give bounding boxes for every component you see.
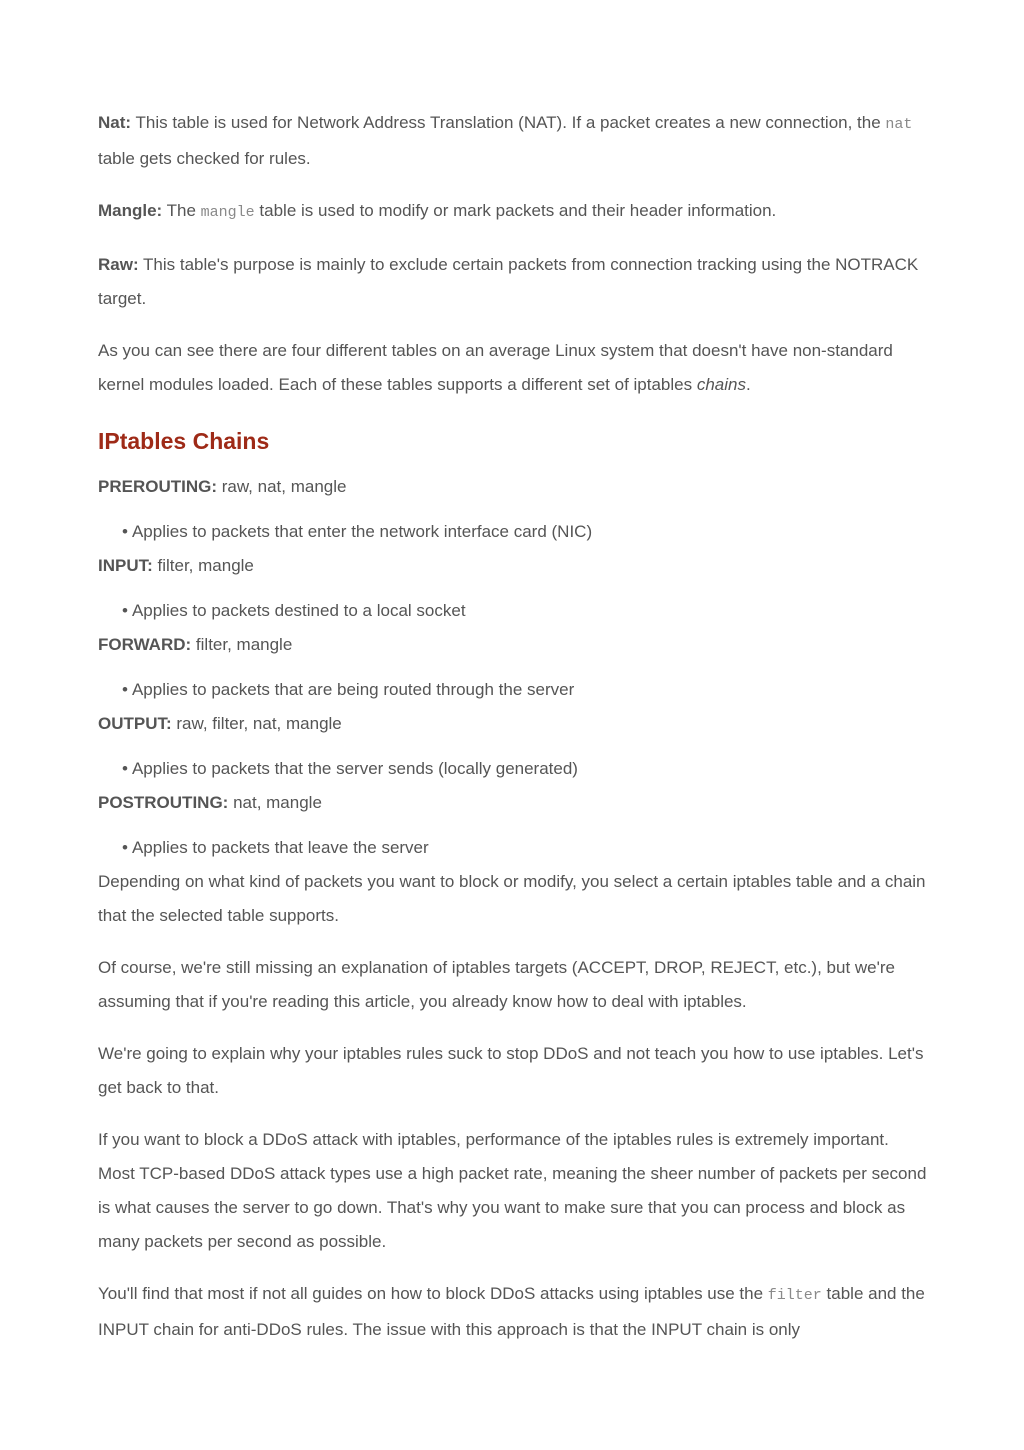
bullet-icon: •	[122, 759, 128, 778]
chain-name: OUTPUT:	[98, 714, 172, 733]
nat-text-1: This table is used for Network Address Translation (NAT). If a packet creates a new connection, the	[131, 113, 886, 132]
chain-tables: raw, nat, mangle	[217, 477, 347, 496]
chain-tables: filter, mangle	[191, 635, 293, 654]
chain-postrouting	[98, 786, 928, 820]
chain-prerouting	[98, 470, 928, 504]
chain-tables: nat, mangle	[228, 793, 322, 812]
paragraph-depending: Depending on what kind of packets you want to block or modify, you select a certain iptables table and a chain that the selected table supports.	[98, 872, 926, 925]
raw-text-1: This table's purpose is mainly to exclude certain packets from connection tracking using the NOTRACK target.	[98, 255, 919, 308]
bullet-icon: •	[122, 601, 128, 620]
bullet-text: Applies to packets that leave the server	[131, 838, 429, 857]
chain-name: FORWARD:	[98, 635, 192, 654]
bullet-text: Applies to packets that the server sends (locally generated)	[131, 759, 578, 778]
paragraph-filter-table	[98, 1277, 928, 1347]
bullet-text: Applies to packets destined to a local socket	[131, 601, 466, 620]
bullet-icon: •	[122, 680, 128, 699]
paragraph-nat	[98, 106, 928, 176]
filter-text-2: table and the INPUT chain for anti-DDoS rules. The issue with this approach is that the INPUT chain is only	[98, 1284, 925, 1339]
four-tables-text-2: .	[745, 375, 751, 394]
paragraph-four-tables	[98, 334, 928, 402]
mangle-code: mangle	[200, 204, 255, 221]
chain-tables: raw, filter, nat, mangle	[171, 714, 342, 733]
four-tables-text-1: As you can see there are four different tables on an average Linux system that doesn't have non-standard kernel modules loaded. Each of these tables supports a different set of iptables	[98, 341, 893, 394]
chain-output	[98, 707, 928, 741]
chain-name: PREROUTING:	[98, 477, 217, 496]
chain-name: INPUT:	[98, 556, 153, 575]
filter-text-1: You'll find that most if not all guides on how to block DDoS attacks using iptables use the	[98, 1284, 768, 1303]
document-page	[98, 106, 928, 1365]
paragraph-raw	[98, 248, 928, 316]
mangle-label: Mangle:	[98, 201, 163, 220]
mangle-text-1: The	[162, 201, 201, 220]
nat-label: Nat:	[98, 113, 132, 132]
chains-list	[98, 470, 928, 865]
chain-forward	[98, 628, 928, 662]
filter-code: filter	[767, 1287, 822, 1304]
bullet-icon: •	[122, 838, 128, 857]
section-heading: IPtables Chains	[98, 428, 270, 454]
raw-label: Raw:	[98, 255, 139, 274]
chain-tables: filter, mangle	[152, 556, 254, 575]
nat-code: nat	[885, 116, 913, 133]
chain-bullet	[122, 752, 928, 786]
chain-bullet	[122, 594, 928, 628]
nat-text-2: table gets checked for rules.	[98, 149, 311, 168]
chain-bullet	[122, 515, 928, 549]
bullet-text: Applies to packets that are being routed through the server	[131, 680, 575, 699]
paragraph-performance: If you want to block a DDoS attack with iptables, performance of the iptables rules is extremely important. Most TCP-based DDoS attack types use a high packet rate, meaning the sheer number of packets per second is what causes the server to go down. That's why you want to make sure that you can process and block as many packets per second as possible.	[98, 1130, 927, 1251]
chain-input	[98, 549, 928, 583]
chain-bullet	[122, 831, 928, 865]
chain-name: POSTROUTING:	[98, 793, 229, 812]
paragraph-targets: Of course, we're still missing an explanation of iptables targets (ACCEPT, DROP, REJECT, etc.), but we're assuming that if you're reading this article, you already know how to deal with iptables.	[98, 958, 895, 1011]
paragraph-mangle	[98, 194, 928, 230]
chain-bullet	[122, 673, 928, 707]
chains-emphasis: chains	[696, 375, 746, 394]
bullet-icon: •	[122, 522, 128, 541]
bullet-text: Applies to packets that enter the network interface card (NIC)	[131, 522, 593, 541]
mangle-text-2: table is used to modify or mark packets and their header information.	[254, 201, 777, 220]
paragraph-explain: We're going to explain why your iptables rules suck to stop DDoS and not teach you how to use iptables. Let's get back to that.	[98, 1044, 924, 1097]
